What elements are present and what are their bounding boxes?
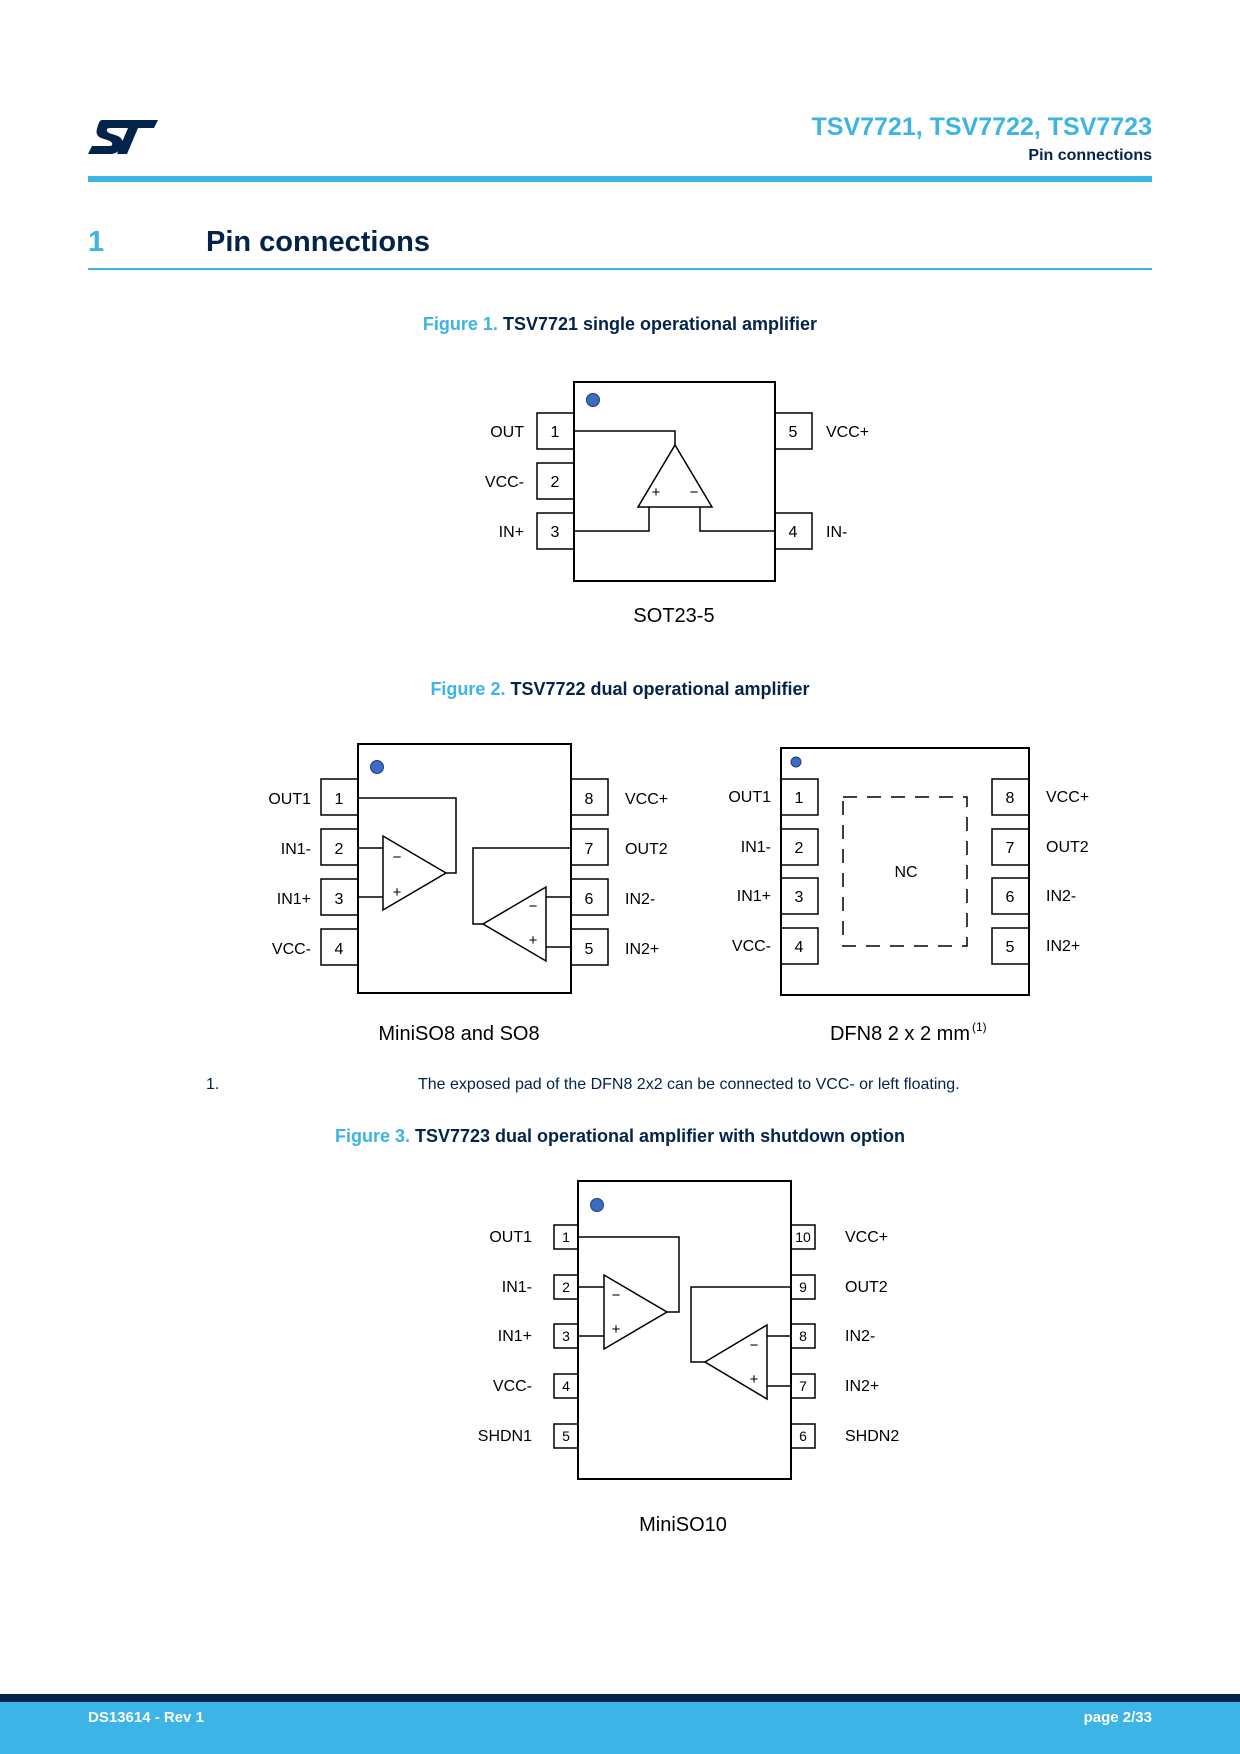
pin-number: 3 xyxy=(334,891,344,908)
pin-number: 2 xyxy=(562,1279,570,1295)
pin-name: VCC- xyxy=(484,474,524,491)
amp-minus-sign: − xyxy=(749,1337,759,1354)
figure-2-title: TSV7722 dual operational amplifier xyxy=(510,679,810,699)
pin-name: VCC- xyxy=(492,1378,532,1395)
pin-name: OUT1 xyxy=(728,789,771,806)
figure-2-label: Figure 2. xyxy=(430,679,506,699)
pin-name: IN1- xyxy=(740,839,771,856)
pin-name: IN1+ xyxy=(497,1328,532,1345)
amp-plus-sign: + xyxy=(392,884,402,901)
logo-text: ST xyxy=(88,118,90,119)
pin-name: VCC+ xyxy=(1046,789,1090,806)
footer-doc-id: DS13614 - Rev 1 xyxy=(88,1709,204,1726)
pin-number: 1 xyxy=(334,791,344,808)
amp-plus-sign: + xyxy=(651,484,661,501)
pin-name: IN2+ xyxy=(845,1378,880,1395)
figure-1-title: TSV7721 single operational amplifier xyxy=(502,314,818,334)
pin-name: IN1- xyxy=(501,1279,532,1296)
pin-number: 8 xyxy=(584,791,594,808)
pin-name: IN2- xyxy=(845,1328,876,1345)
amp-plus-sign: + xyxy=(749,1371,759,1388)
figure-1-diagram xyxy=(537,382,812,581)
figure-3-label: Figure 3. xyxy=(334,1126,410,1146)
pin1-marker-icon xyxy=(371,761,384,774)
pin-number: 4 xyxy=(334,941,344,958)
pin-number: 8 xyxy=(1005,790,1015,807)
pin-number: 2 xyxy=(550,474,560,491)
pin-name: OUT2 xyxy=(1046,839,1089,856)
pin-number: 5 xyxy=(1005,939,1015,956)
document-title: TSV7721, TSV7722, TSV7723 xyxy=(811,113,1152,141)
pin-name: VCC- xyxy=(731,938,771,955)
pin-number: 2 xyxy=(334,841,344,858)
pin-name: IN2- xyxy=(1046,888,1077,905)
document-subtitle: Pin connections xyxy=(1028,147,1152,164)
pin-name: SHDN2 xyxy=(845,1428,900,1445)
package-label: DFN8 2 x 2 mm xyxy=(829,1023,970,1045)
pin-name: IN1- xyxy=(280,841,311,858)
figure-1-label: Figure 1. xyxy=(422,314,498,334)
pin-number: 6 xyxy=(799,1428,807,1444)
pin-number: 10 xyxy=(795,1229,811,1245)
pin-name: IN2+ xyxy=(1046,938,1081,955)
pin-number: 1 xyxy=(794,790,804,807)
footnote-number: 1. xyxy=(206,1076,220,1093)
footnote-text: The exposed pad of the DFN8 2x2 can be connected to VCC- or left floating. xyxy=(418,1076,960,1093)
amp-plus-sign: + xyxy=(528,932,538,949)
pin-name: IN- xyxy=(826,524,848,541)
pin-name: VCC+ xyxy=(625,791,669,808)
footnote-ref: (1) xyxy=(972,1020,987,1034)
pin-number: 4 xyxy=(562,1378,570,1394)
exposed-pad-label: NC xyxy=(894,864,918,881)
figure-3-title: TSV7723 dual operational amplifier with shutdown option xyxy=(414,1126,906,1146)
pin-number: 9 xyxy=(799,1279,807,1295)
pin-name: OUT1 xyxy=(268,791,311,808)
pin-name: OUT xyxy=(490,424,524,441)
pin-name: VCC+ xyxy=(845,1229,889,1246)
pin-name: SHDN1 xyxy=(477,1428,532,1445)
pin1-marker-icon xyxy=(587,394,600,407)
pin-number: 7 xyxy=(799,1378,807,1394)
pin-name: IN2- xyxy=(625,891,656,908)
package-label: MiniSO8 and SO8 xyxy=(378,1023,540,1045)
package-label: SOT23-5 xyxy=(633,605,715,627)
amp-minus-sign: − xyxy=(611,1287,621,1304)
section-title: Pin connections xyxy=(206,226,430,258)
amp-plus-sign: + xyxy=(611,1321,621,1338)
pin1-marker-icon xyxy=(591,1199,604,1212)
amp-minus-sign: − xyxy=(392,849,402,866)
pin-name: VCC- xyxy=(271,941,311,958)
pin-number: 3 xyxy=(550,524,560,541)
pin-name: IN2+ xyxy=(625,941,660,958)
section-number: 1 xyxy=(88,226,105,258)
pin-number: 6 xyxy=(584,891,594,908)
amp-minus-sign: − xyxy=(689,484,699,501)
footer-rule xyxy=(0,1694,1240,1702)
pin-number: 5 xyxy=(584,941,594,958)
pin-number: 3 xyxy=(562,1328,570,1344)
amp-minus-sign: − xyxy=(528,898,538,915)
package-label: MiniSO10 xyxy=(639,1514,727,1536)
footer-page-number: page 2/33 xyxy=(1083,1709,1152,1726)
pin-number: 3 xyxy=(794,889,804,906)
figure-3-diagram xyxy=(554,1181,815,1479)
pin-name: OUT1 xyxy=(489,1229,532,1246)
pin-name: OUT2 xyxy=(625,841,668,858)
pin-number: 7 xyxy=(584,841,594,858)
pin-number: 6 xyxy=(1005,889,1015,906)
pin-number: 2 xyxy=(794,840,804,857)
pin-number: 1 xyxy=(550,424,560,441)
figure-2-left-diagram xyxy=(321,744,608,993)
pin-name: IN+ xyxy=(498,524,524,541)
pin-name: VCC+ xyxy=(826,424,870,441)
pin-number: 5 xyxy=(788,424,798,441)
pin-name: IN1+ xyxy=(276,891,311,908)
pin1-marker-icon xyxy=(791,757,801,767)
pin-name: IN1+ xyxy=(736,888,771,905)
pin-number: 1 xyxy=(562,1229,570,1245)
pin-number: 4 xyxy=(788,524,798,541)
pin-name: OUT2 xyxy=(845,1279,888,1296)
pin-number: 8 xyxy=(799,1328,807,1344)
pin-number: 4 xyxy=(794,939,804,956)
pin-number: 7 xyxy=(1005,840,1015,857)
pin-number: 5 xyxy=(562,1428,570,1444)
